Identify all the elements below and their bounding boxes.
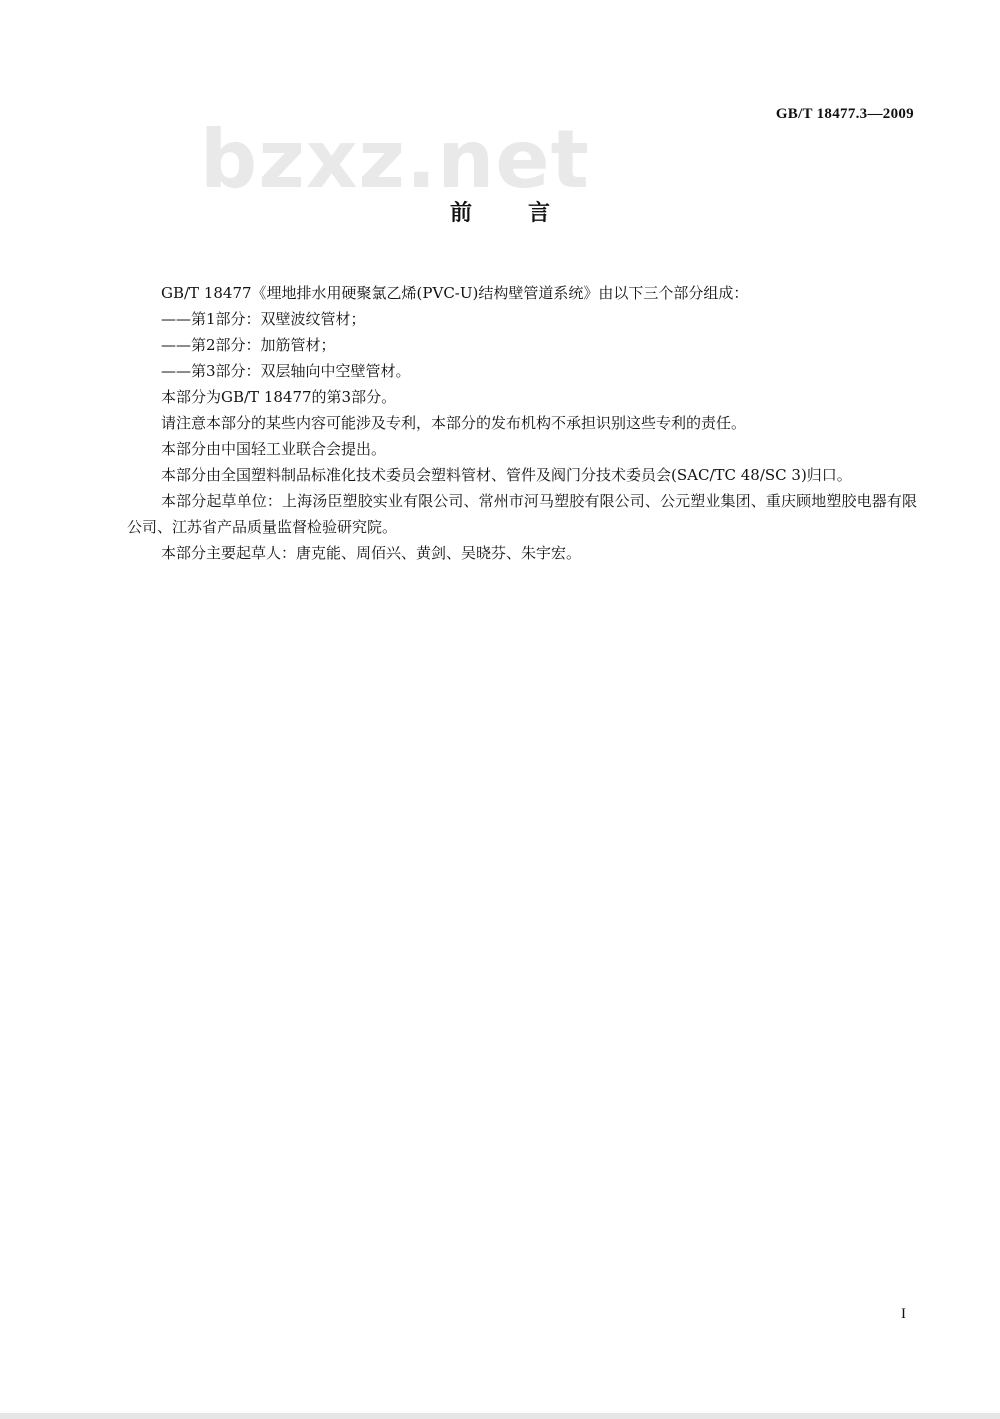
paragraph-part-statement: 本部分为GB/T 18477的第3部分。 bbox=[161, 388, 397, 406]
foreword-body bbox=[127, 280, 917, 566]
standard-code: GB/T 18477.3—2009 bbox=[775, 106, 914, 122]
paragraph-intro: GB/T 18477《埋地排水用硬聚氯乙烯(PVC-U)结构壁管道系统》由以下三个部分组成： bbox=[161, 284, 749, 302]
paragraph-patent-notice: 请注意本部分的某些内容可能涉及专利，本部分的发布机构不承担识别这些专利的责任。 bbox=[161, 414, 747, 432]
list-item-part-3: ——第3部分：双层轴向中空壁管材。 bbox=[161, 362, 411, 380]
paragraph-technical-committee: 本部分由全国塑料制品标准化技术委员会塑料管材、管件及阀门分技术委员会(SAC/TC 48/SC 3)归口。 bbox=[161, 466, 852, 484]
watermark: bzxz.net bbox=[200, 113, 590, 206]
paragraph-proposer: 本部分由中国轻工业联合会提出。 bbox=[161, 440, 387, 458]
paragraph-drafters: 本部分主要起草人：唐克能、周佰兴、黄剑、吴晓芬、朱宇宏。 bbox=[161, 544, 582, 562]
page-number: I bbox=[901, 1306, 906, 1322]
page-bottom-edge bbox=[0, 1413, 1000, 1419]
paragraph-drafting-units: 本部分起草单位：上海汤臣塑胶实业有限公司、常州市河马塑胶有限公司、公元塑业集团、重庆顾地塑胶电器有限公司、江苏省产品质量监督检验研究院。 bbox=[127, 492, 917, 536]
list-item-part-1: ——第1部分：双壁波纹管材； bbox=[161, 310, 366, 328]
page-title: 前言 bbox=[449, 201, 606, 226]
list-item-part-2: ——第2部分：加筋管材； bbox=[161, 336, 336, 354]
